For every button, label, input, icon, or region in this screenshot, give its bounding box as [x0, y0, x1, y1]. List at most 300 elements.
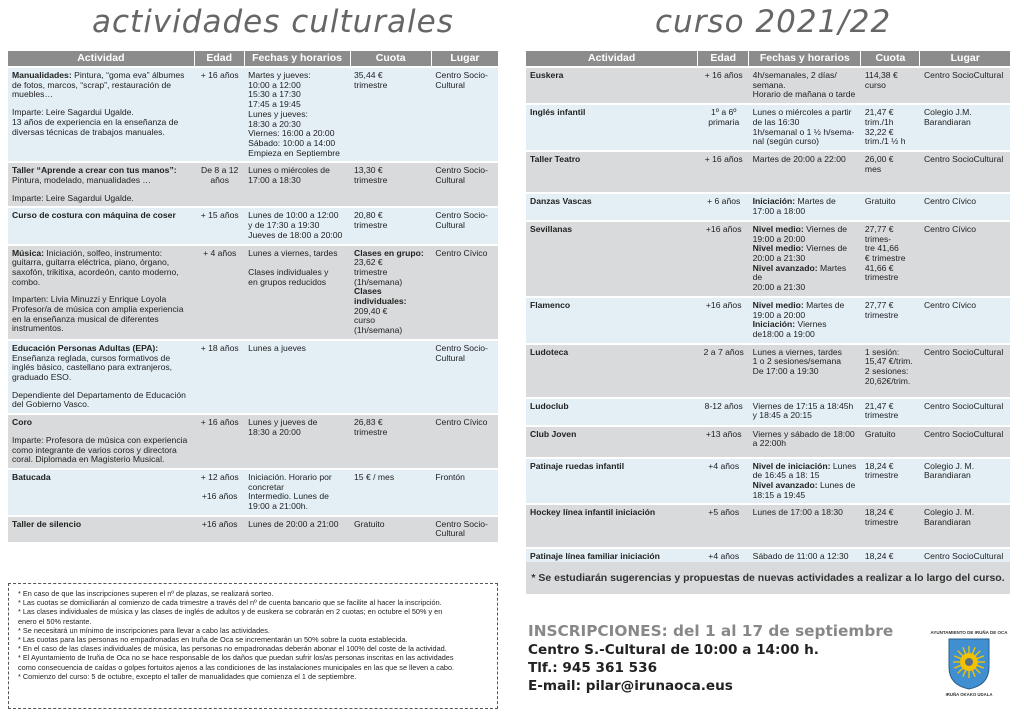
activity-cell [526, 426, 698, 458]
inscriptions-title: INSCRIPCIONES: del 1 al 17 de septiembre [528, 622, 894, 640]
fee-cell [350, 516, 431, 542]
col-header-fee: Cuota [350, 51, 431, 67]
schedule-cell [749, 297, 861, 344]
place-text: Colegio J. M. [923, 460, 975, 471]
fee-text: 18,24 € [864, 551, 894, 562]
fee-text: trimestre [864, 517, 899, 528]
activity-name: Educación Personas Adultas (EPA): [12, 342, 159, 353]
fee-text: individuales: [354, 296, 407, 307]
place-text: Centro Cívico [435, 417, 488, 428]
logo-top-text: AYUNTAMIENTO DE IRUÑA DE OCA [930, 630, 1008, 635]
table-row [526, 426, 1010, 458]
note-line: * En caso de que las inscripciones superen el nº de plazas, se realizará sorteo. [18, 589, 274, 598]
note-line: * El Ayuntamiento de Iruña de Oca no se hace responsable de los daños que puedan sufrir los/as personas inscritas en las actividades [18, 653, 454, 663]
schedule-cell [244, 245, 350, 340]
schedule-level: Nivel medio: [752, 299, 804, 310]
fee-cell [861, 67, 920, 104]
age-text: 2 a 7 años [703, 346, 744, 357]
place-cell [920, 193, 1010, 221]
activity-cell [526, 151, 698, 193]
age-cell [698, 221, 749, 297]
schedule-line [753, 552, 858, 562]
age-cell [194, 340, 244, 414]
schedule-line [753, 155, 858, 165]
schedule-cell [244, 414, 350, 469]
age-text: + 12 años [200, 471, 239, 482]
activity-name: Sevillanas [530, 223, 573, 234]
place-text: Centro Socio- [435, 210, 488, 221]
fee-cell [861, 151, 920, 193]
schedule-cell [244, 469, 350, 516]
table-header-row [8, 51, 498, 67]
place-cell [920, 504, 1010, 548]
schedule-text: de 16:45 a 18: 15 [752, 470, 820, 481]
age-cell [194, 414, 244, 469]
activity-description: Pintura, “goma eva” álbumes de fotos, marcos, “scrap”, restauración de muebles… [12, 70, 185, 100]
age-text: + 16 años [200, 417, 239, 428]
fee-text: Gratuito [354, 518, 385, 529]
note-line: * Las clases individuales de música y las clases de inglés de adultos y de euskera se cobrarán en 2 cuotas; en octubre el 50% y en [18, 607, 443, 617]
age-text: 1º a 6º [711, 107, 737, 118]
fee-text: trimestre [354, 79, 388, 90]
activity-name: Taller “Aprende a crear con tus manos”: [12, 165, 177, 176]
place-text: Cultural [435, 79, 465, 90]
col-header-age: Edad [194, 51, 244, 67]
table-row [526, 398, 1010, 426]
schedule-text: 18:30 a 20:00 [248, 426, 301, 437]
activity-cell [8, 340, 194, 414]
fee-text: Gratuito [864, 195, 896, 206]
fee-text: 32,22 € [864, 126, 894, 137]
activity-name: Coro [12, 417, 33, 428]
schedule-text: y 18:45 a 20:15 [752, 410, 812, 421]
schedule-text: Lunes a viernes, tardes [248, 247, 338, 258]
fee-text: 21,47 € [864, 107, 894, 118]
fee-text: 209,40 € [354, 305, 388, 316]
age-text: + 16 años [704, 153, 743, 164]
note-line: * En el caso de las clases individuales de música, las personas no empadronadas deberán abonar el 100% del coste de la actividad. [18, 644, 447, 654]
table-row [526, 458, 1010, 505]
schedule-text: 1h/semanal o 1 ½ h/sema- [752, 126, 855, 137]
activity-cell [526, 104, 698, 151]
activities-table-right [526, 51, 1010, 586]
fee-text: 27,77 € [864, 223, 894, 234]
place-text: Barandiaran [923, 116, 971, 127]
activity-name: Manualidades: [12, 70, 72, 80]
schedule-line [753, 283, 858, 293]
activity-cell [526, 193, 698, 221]
schedule-text: Sábado de 11:00 a 12:30 [752, 551, 849, 562]
place-cell [431, 245, 498, 340]
fee-text: trimestre [354, 220, 388, 231]
age-text: De 8 a 12 [201, 165, 239, 176]
col-header-activity: Actividad [526, 51, 698, 67]
inscriptions-block [528, 622, 893, 694]
place-text: Centro Cívico [923, 299, 977, 310]
place-cell [431, 414, 498, 469]
fee-text: trimes- [864, 233, 892, 244]
place-text: Barandiaran [923, 470, 971, 481]
schedule-cell [244, 67, 350, 162]
age-cell [194, 469, 244, 516]
fee-cell [350, 245, 431, 340]
activity-cell [8, 469, 194, 516]
schedule-text: de las 16:30 [752, 116, 800, 127]
activity-cell [8, 414, 194, 469]
activity-name: Batucada [12, 471, 51, 482]
schedule-text: Lunes de 10:00 a 12:00 [248, 210, 339, 221]
fee-cell [350, 207, 431, 244]
schedule-cell [749, 151, 861, 193]
table-row [526, 297, 1010, 344]
age-text: + 4 años [203, 247, 237, 258]
activity-description: Pintura, modelado, manualidades … [12, 175, 152, 186]
schedule-text: Lunes y jueves: [248, 108, 308, 119]
schedule-text: 10:00 a 12:00 [248, 79, 301, 90]
fee-text: 20,62€/trim. [864, 375, 911, 386]
fee-text: 35,44 € [354, 70, 383, 80]
age-cell [698, 426, 749, 458]
place-cell [920, 426, 1010, 458]
activity-name: Inglés infantil [530, 107, 586, 118]
schedule-line [753, 90, 858, 100]
schedule-text: nal (según curso) [752, 136, 820, 147]
schedule-line [753, 367, 858, 377]
fee-text: 15 € / mes [354, 471, 395, 482]
schedule-level: Nivel medio: [752, 223, 804, 234]
schedule-text: 19:00 a 21:00h. [248, 501, 308, 512]
schedule-text: 17:00 a 18:30 [248, 175, 301, 186]
schedule-text: Martes y jueves: [248, 70, 311, 80]
schedule-text: Viernes: 16:00 a 20:00 [248, 128, 335, 139]
fee-text: curso [864, 79, 886, 90]
activity-instructor: Profesor/a de música con amplia experiencia en la enseñanza musical de diferentes instrumentos. [12, 304, 184, 334]
fee-text: trimestre [354, 266, 388, 277]
note-line: como consecuencia de caídas o golpes fortuitos ajenos a las condiciones de las instalaciones municipales en las que se lleven a cabo. [18, 662, 455, 672]
place-cell [431, 340, 498, 414]
table-row [8, 245, 498, 340]
inscriptions-phone: Tlf.: 945 361 536 [528, 660, 658, 676]
fee-text: 18,24 € [864, 460, 894, 471]
schedule-cell [244, 207, 350, 244]
schedule-line [753, 330, 858, 340]
activity-instructor: Imparten: Livia Minuzzi y Enrique Loyola [12, 294, 167, 305]
fee-cell [861, 426, 920, 458]
activity-description: Enseñanza reglada, cursos formativos de inglés básico, castellano para extranjeros, graduado ESO. [12, 352, 173, 382]
place-text: Cultural [435, 528, 465, 539]
place-text: Cultural [435, 220, 465, 231]
note-line: * Se necesitará un mínimo de inscripciones para llevar a cabo las actividades. [18, 625, 270, 635]
place-text: Centro Socio- [435, 342, 488, 353]
table-row [526, 67, 1010, 104]
age-text: +13 años [705, 428, 742, 439]
table-row [526, 221, 1010, 297]
table-header-row [526, 51, 1010, 67]
place-text: Colegio J. M. [923, 507, 975, 518]
fee-text: 21,47 € [864, 400, 894, 411]
place-text: Centro Socio- [435, 70, 488, 80]
schedule-text: Viernes y sábado de 18:00 [752, 428, 855, 439]
schedule-text: Martes de [752, 262, 847, 283]
fee-text: 26,00 € [864, 153, 894, 164]
fee-text: trimestre [354, 426, 388, 437]
fee-text: 18,24 € [864, 507, 894, 518]
schedule-text: 17:45 a 19:45 [248, 99, 301, 110]
age-cell [194, 207, 244, 244]
place-cell [431, 67, 498, 162]
schedule-text: 19:00 a 20:00 [752, 233, 806, 244]
fee-text: 41,66 € [864, 262, 894, 273]
fee-cell [350, 162, 431, 207]
fee-text: 1 sesión: [864, 346, 900, 357]
fee-cell [350, 340, 431, 414]
place-text: Centro Cívico [435, 247, 488, 258]
age-cell [698, 193, 749, 221]
schedule-text: 20:00 a 21:30 [752, 282, 806, 293]
town-hall-logo [928, 630, 1010, 710]
schedule-text: Lunes o miércoles a partir [752, 107, 852, 118]
fee-cell [350, 469, 431, 516]
activity-instructor: Dependiente del Departamento de Educación del Gobierno Vasco. [12, 389, 186, 410]
age-cell [698, 458, 749, 505]
schedule-text: Horario de mañana o tarde [752, 89, 856, 100]
activity-instructor: Imparte: Leire Sagardui Ugalde. [12, 192, 134, 203]
right-title: curso 2021/22 [655, 4, 892, 40]
age-cell [698, 504, 749, 548]
place-cell [920, 344, 1010, 398]
place-text: Centro SocioCultural [923, 346, 1004, 357]
activity-cell [526, 398, 698, 426]
table-row [8, 414, 498, 469]
schedule-text: Lunes y jueves de [248, 417, 318, 428]
age-cell [698, 104, 749, 151]
schedule-text: Viernes [795, 319, 827, 330]
fee-text: 2 sesiones: [864, 366, 909, 377]
age-text: +16 años [201, 518, 238, 529]
fee-text: Clases en grupo: [354, 247, 424, 258]
schedule-line [753, 491, 858, 501]
age-cell [698, 398, 749, 426]
schedule-cell [749, 398, 861, 426]
schedule-level: Iniciación: [752, 195, 796, 206]
fee-text: trim./1h [864, 116, 894, 127]
col-header-schedule: Fechas y horarios [749, 51, 861, 67]
fee-text: 23,62 € [354, 257, 383, 268]
table-row [8, 162, 498, 207]
suggestions-note: * Se estudiarán sugerencias y propuestas de nuevas actividades a realizar a lo largo del curso. [526, 562, 1010, 594]
schedule-text: Martes de [795, 195, 836, 206]
fee-text: trimestre [864, 309, 899, 320]
place-text: Centro SocioCultural [923, 551, 1004, 562]
fee-cell [861, 458, 920, 505]
age-text: 8-12 años [704, 400, 743, 411]
schedule-text: Iniciación. Horario por [248, 471, 332, 482]
activity-instructor: 13 años de experiencia en la enseñanza de diversas técnicas de trabajos manuales. [12, 116, 179, 137]
age-text: +16 años [201, 491, 238, 502]
fee-cell [861, 221, 920, 297]
fee-text: (1h/semana) [354, 276, 403, 287]
col-header-age: Edad [698, 51, 749, 67]
age-text: + 6 años [707, 195, 741, 206]
schedule-level: Nivel avanzado: [752, 480, 818, 491]
schedule-cell [749, 344, 861, 398]
schedule-text: De 17:00 a 19:30 [752, 366, 819, 377]
table-row [526, 344, 1010, 398]
fee-text: Gratuito [864, 428, 896, 439]
place-cell [920, 398, 1010, 426]
age-text: +16 años [705, 223, 742, 234]
place-cell [431, 469, 498, 516]
schedule-level: Nivel de iniciación: [752, 460, 831, 471]
place-cell [431, 162, 498, 207]
age-cell [194, 162, 244, 207]
table-row [8, 469, 498, 516]
schedule-cell [749, 193, 861, 221]
fee-cell [861, 504, 920, 548]
activity-cell [526, 67, 698, 104]
place-text: Centro SocioCultural [923, 428, 1004, 439]
fee-cell [861, 297, 920, 344]
notes-box [8, 583, 498, 709]
schedule-text: Viernes de [803, 223, 848, 234]
activity-name: Curso de costura con máquina de coser [12, 210, 176, 221]
fee-text: € trimestre [864, 253, 906, 264]
fee-text: 27,77 € [864, 299, 894, 310]
activity-name: Euskera [530, 70, 564, 80]
fee-cell [350, 67, 431, 162]
fee-text: mes [864, 163, 882, 174]
activity-name: Club Joven [530, 428, 577, 439]
activity-name: Danzas Vascas [530, 195, 592, 206]
schedule-text: semana. [752, 79, 786, 90]
schedule-text: Lunes o miércoles de [248, 165, 330, 176]
schedule-text: de18:00 a 19:00 [752, 328, 815, 339]
age-cell [698, 151, 749, 193]
table-row [526, 193, 1010, 221]
schedule-cell [749, 104, 861, 151]
activities-table-left [8, 51, 498, 542]
fee-text: 13,30 € [354, 165, 383, 176]
fee-cell [861, 104, 920, 151]
fee-text: (1h/semana) [354, 325, 403, 336]
place-cell [920, 297, 1010, 344]
schedule-line [753, 207, 858, 217]
schedule-text: 18:30 a 20:30 [248, 118, 301, 129]
activity-name: Taller Teatro [530, 153, 581, 164]
activity-description: Iniciación, solfeo, instrumento: guitarra, guitarra eléctrica, piano, órgano, saxofón, trikitixa, acordeón, canto moderno, combo. [12, 247, 179, 287]
note-line: enero el 50% restante. [18, 616, 92, 626]
age-text: + 18 años [200, 342, 239, 353]
schedule-text: a 22:00h [752, 438, 787, 449]
schedule-text: Lunes de 17:00 a 18:30 [752, 507, 843, 518]
place-text: Centro Socio- [435, 165, 488, 176]
schedule-text: Empieza en Septiembre [248, 147, 340, 158]
activity-name: Patinaje línea familiar iniciación [530, 551, 660, 562]
col-header-schedule: Fechas y horarios [244, 51, 350, 67]
fee-text: 15,47 €/trim. [864, 356, 913, 367]
table-row [526, 151, 1010, 193]
activity-name: Flamenco [530, 299, 571, 310]
place-text: Cultural [435, 352, 465, 363]
place-cell [920, 458, 1010, 505]
place-text: Colegio J.M. [923, 107, 972, 118]
activity-cell [8, 245, 194, 340]
schedule-text: Sábado: 10:00 a 14:00 [248, 137, 336, 148]
fee-cell [350, 414, 431, 469]
crest-shield-icon [947, 637, 991, 691]
place-text: Cultural [435, 175, 465, 186]
inscriptions-place: Centro S.-Cultural de 10:00 a 14:00 h. [528, 642, 819, 658]
age-text: + 16 años [704, 70, 743, 80]
age-cell [698, 344, 749, 398]
schedule-level: Nivel medio: [752, 243, 804, 254]
activity-cell [526, 297, 698, 344]
place-cell [431, 207, 498, 244]
age-text: +16 años [705, 299, 742, 310]
activity-name: Ludoclub [530, 400, 569, 411]
activity-cell [526, 221, 698, 297]
age-text: años [210, 175, 229, 186]
schedule-cell [244, 162, 350, 207]
table-row [8, 340, 498, 414]
fee-text: trimestre [864, 470, 899, 481]
table-row [526, 104, 1010, 151]
age-text: +4 años [708, 460, 740, 471]
schedule-text: en grupos reducidos [248, 276, 327, 287]
schedule-text: 18:15 a 19:45 [752, 489, 806, 500]
fee-text: curso [354, 315, 376, 326]
schedule-cell [749, 504, 861, 548]
activity-name: Hockey línea infantil iniciación [530, 507, 656, 518]
schedule-text: Clases individuales y [248, 266, 329, 277]
table-row [526, 504, 1010, 548]
age-text: + 15 años [200, 210, 239, 221]
schedule-cell [749, 67, 861, 104]
activity-cell [526, 458, 698, 505]
activity-cell [526, 504, 698, 548]
table-row [8, 67, 498, 162]
table-row [8, 516, 498, 542]
age-cell [194, 245, 244, 340]
fee-cell [861, 344, 920, 398]
age-text: +5 años [708, 507, 740, 518]
activity-cell [526, 344, 698, 398]
fee-text: 20,80 € [354, 210, 383, 221]
fee-text: trimestre [864, 272, 899, 283]
place-cell [920, 151, 1010, 193]
activity-cell [8, 162, 194, 207]
activity-name: Patinaje ruedas infantil [530, 460, 625, 471]
activity-cell [8, 67, 194, 162]
activity-name: Ludoteca [530, 346, 569, 357]
fee-text: trimestre [864, 410, 899, 421]
schedule-text: Lunes de [817, 480, 856, 491]
activity-cell [8, 207, 194, 244]
schedule-text: concretar [248, 481, 284, 492]
schedule-text: Lunes a jueves [248, 342, 306, 353]
age-cell [698, 67, 749, 104]
schedule-text: Lunes a viernes, tardes [752, 346, 842, 357]
table-row [8, 207, 498, 244]
schedule-text: 15:30 a 17:30 [248, 89, 301, 100]
place-text: Barandiaran [923, 517, 971, 528]
col-header-place: Lugar [920, 51, 1010, 67]
fee-cell [861, 398, 920, 426]
col-header-activity: Actividad [8, 51, 194, 67]
schedule-line [753, 508, 858, 518]
left-title: actividades culturales [92, 4, 454, 40]
fee-text: 114,38 € [864, 70, 898, 80]
